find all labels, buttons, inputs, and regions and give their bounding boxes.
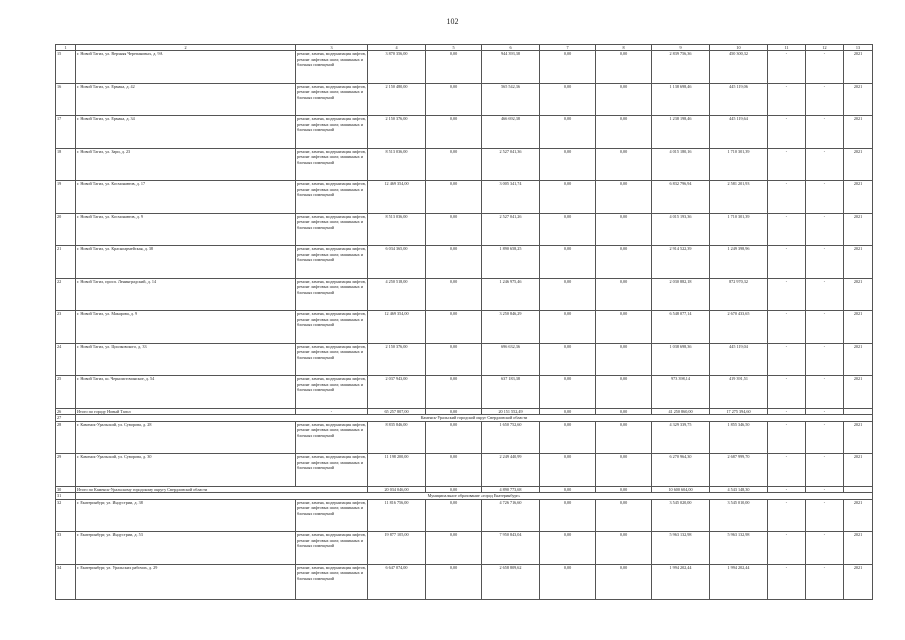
value-cell-c6: 20 151 552,49 xyxy=(482,408,540,415)
value-cell-c12: - xyxy=(806,499,844,532)
value-cell-c5: 0,00 xyxy=(426,486,482,493)
value-cell-c10: 1 855 346,50 xyxy=(710,421,768,454)
value-cell-c4: 8 513 036,00 xyxy=(368,148,426,181)
value-cell-c4: 8 513 036,00 xyxy=(368,213,426,246)
work-description-cell: ремонт, замена, модернизация лифтов, ремонт лифтовых шахт, машинных и блочных помещений xyxy=(296,51,368,84)
value-cell-c9: 1 038 698,36 xyxy=(652,343,710,376)
value-cell-c13: 2021 xyxy=(844,532,873,565)
value-cell-c13: 2021 xyxy=(844,311,873,344)
value-cell-c4: 2 150 480,00 xyxy=(368,83,426,116)
register-table xyxy=(55,44,873,600)
row-number: 29 xyxy=(56,454,76,487)
value-cell-c5: 0,00 xyxy=(426,564,482,599)
row-number: 31 xyxy=(56,493,76,500)
value-cell-c5: 0,00 xyxy=(426,421,482,454)
value-cell-c9: 6 548 077,14 xyxy=(652,311,710,344)
column-number-2: 2 xyxy=(76,45,296,51)
value-cell-c7: 0,00 xyxy=(540,51,596,84)
value-cell-c11: - xyxy=(768,213,806,246)
table-row xyxy=(56,421,873,454)
value-cell-c13: 2021 xyxy=(844,83,873,116)
value-cell-c8: 0,00 xyxy=(596,51,652,84)
value-cell-c8: 0,00 xyxy=(596,181,652,214)
address-cell: г. Новой Тагил, просп. Ленинградский, д. 14 xyxy=(76,278,296,311)
row-number: 17 xyxy=(56,116,76,149)
value-cell-c10: 1 249 398,96 xyxy=(710,246,768,279)
value-cell-c5: 0,00 xyxy=(426,376,482,409)
row-number: 18 xyxy=(56,148,76,181)
value-cell-c13: 2021 xyxy=(844,148,873,181)
table-row xyxy=(56,51,873,84)
value-cell-c10: 445 119,06 xyxy=(710,83,768,116)
value-cell-c6: 565 542,36 xyxy=(482,83,540,116)
value-cell-c6: 2 527 041,36 xyxy=(482,148,540,181)
value-cell-c12: - xyxy=(806,116,844,149)
value-cell-c5: 0,00 xyxy=(426,116,482,149)
work-description-cell: ремонт, замена, модернизация лифтов, ремонт лифтовых шахт, машинных и блочных помещений xyxy=(296,148,368,181)
value-cell-c12: - xyxy=(806,181,844,214)
value-cell-c8: 0,00 xyxy=(596,278,652,311)
work-description-cell: ремонт, замена, модернизация лифтов, ремонт лифтовых шахт, машинных и блочных помещений xyxy=(296,246,368,279)
value-cell-c7: 0,00 xyxy=(540,376,596,409)
value-cell-c11: - xyxy=(768,116,806,149)
row-number: 33 xyxy=(56,532,76,565)
value-cell-c11: - xyxy=(768,564,806,599)
value-cell-c5: 0,00 xyxy=(426,246,482,279)
value-cell-c6: 1 246 975,46 xyxy=(482,278,540,311)
work-description-cell: ремонт, замена, модернизация лифтов, ремонт лифтовых шахт, машинных и блочных помещений xyxy=(296,532,368,565)
column-number-6: 6 xyxy=(482,45,540,51)
value-cell-c10: 419 391,51 xyxy=(710,376,768,409)
value-cell-c8: 0,00 xyxy=(596,213,652,246)
value-cell-c5: 0,00 xyxy=(426,148,482,181)
row-number: 34 xyxy=(56,564,76,599)
address-cell: г. Новой Тагил, ул. Ермака, д. 34 xyxy=(76,116,296,149)
value-cell-c9: 2 839 756,36 xyxy=(652,51,710,84)
value-cell-c12: - xyxy=(806,343,844,376)
value-cell-c13: 2021 xyxy=(844,51,873,84)
row-number: 30 xyxy=(56,486,76,493)
value-cell-c7: 0,00 xyxy=(540,181,596,214)
column-number-4: 4 xyxy=(368,45,426,51)
value-cell-c11: - xyxy=(768,486,806,493)
value-cell-c8: 0,00 xyxy=(596,486,652,493)
value-cell-c11: - xyxy=(768,499,806,532)
value-cell-c7: 0,00 xyxy=(540,116,596,149)
work-description-cell: ремонт, замена, модернизация лифтов, ремонт лифтовых шахт, машинных и блочных помещений xyxy=(296,343,368,376)
row-number: 27 xyxy=(56,415,76,422)
value-cell-c8: 0,00 xyxy=(596,499,652,532)
section-title: Муниципальное образование «город Екатеринбург» xyxy=(76,493,873,500)
value-cell-c5: 0,00 xyxy=(426,83,482,116)
value-cell-c11: - xyxy=(768,408,806,415)
value-cell-c4: 2 037 943,00 xyxy=(368,376,426,409)
value-cell-c11: - xyxy=(768,311,806,344)
table-row xyxy=(56,454,873,487)
value-cell-c10: 1 710 301,39 xyxy=(710,213,768,246)
column-number-1: 1 xyxy=(56,45,76,51)
table-body xyxy=(56,51,873,600)
value-cell-c8: 0,00 xyxy=(596,408,652,415)
value-cell-c8: 0,00 xyxy=(596,421,652,454)
value-cell-c11: - xyxy=(768,181,806,214)
value-cell-c6: 1 650 752,60 xyxy=(482,421,540,454)
column-number-3: 3 xyxy=(296,45,368,51)
address-cell: г. Новой Тагил, ул. Циолковского, д. 33 xyxy=(76,343,296,376)
value-cell-c13: 2021 xyxy=(844,421,873,454)
page-number: 102 xyxy=(446,17,459,26)
value-cell-c9: 4 015 193,36 xyxy=(652,213,710,246)
value-cell-c13: 2021 xyxy=(844,116,873,149)
address-cell: г. Новой Тагил, ул. Зари, д. 23 xyxy=(76,148,296,181)
value-cell-c9: 2 914 522,39 xyxy=(652,246,710,279)
value-cell-c9: 4 329 339,75 xyxy=(652,421,710,454)
column-number-10: 10 xyxy=(710,45,768,51)
table-row xyxy=(56,83,873,116)
value-cell-c10: 4 543 148,30 xyxy=(710,486,768,493)
value-cell-c12: - xyxy=(806,421,844,454)
value-cell-c8: 0,00 xyxy=(596,311,652,344)
address-cell: г. Новой Тагил, ул. Верхняя Черепановых, д. 9А xyxy=(76,51,296,84)
value-cell-c8: 0,00 xyxy=(596,83,652,116)
row-number: 15 xyxy=(56,51,76,84)
value-cell-c4: 12 469 354,00 xyxy=(368,311,426,344)
value-cell-c4: 20 034 046,00 xyxy=(368,486,426,493)
value-cell-c10: 450 300,32 xyxy=(710,51,768,84)
value-cell-c9: 5 963 132,98 xyxy=(652,532,710,565)
table-row xyxy=(56,181,873,214)
value-cell-c5: 0,00 xyxy=(426,454,482,487)
total-label: Итого по городу Новый Тагил xyxy=(76,408,296,415)
value-cell-c12: - xyxy=(806,213,844,246)
value-cell-c10: 2 687 999,70 xyxy=(710,454,768,487)
value-cell-c5: 0,00 xyxy=(426,499,482,532)
value-cell-c7: 0,00 xyxy=(540,311,596,344)
value-cell-c11: - xyxy=(768,83,806,116)
value-cell-c12: - xyxy=(806,148,844,181)
value-cell-c10: 17 275 394,60 xyxy=(710,408,768,415)
value-cell-c9: 6 270 964,30 xyxy=(652,454,710,487)
value-cell-c13: 2021 xyxy=(844,278,873,311)
table-row xyxy=(56,343,873,376)
value-cell-c4: 6 647 074,00 xyxy=(368,564,426,599)
row-number: 21 xyxy=(56,246,76,279)
work-description-cell: ремонт, замена, модернизация лифтов, ремонт лифтовых шахт, машинных и блочных помещений xyxy=(296,213,368,246)
value-cell-c6: 2 249 440,99 xyxy=(482,454,540,487)
value-cell-c10: 445 119,64 xyxy=(710,116,768,149)
table-row xyxy=(56,116,873,149)
value-cell-c7: 0,00 xyxy=(540,148,596,181)
work-description-cell: ремонт, замена, модернизация лифтов, ремонт лифтовых шахт, машинных и блочных помещений xyxy=(296,421,368,454)
row-number: 16 xyxy=(56,83,76,116)
value-cell-c7: 0,00 xyxy=(540,343,596,376)
value-cell-c10: 445 119,04 xyxy=(710,343,768,376)
value-cell-c7: 0,00 xyxy=(540,408,596,415)
row-number: 32 xyxy=(56,499,76,532)
value-cell-c12: - xyxy=(806,311,844,344)
value-cell-c12: - xyxy=(806,278,844,311)
value-cell-c6: 2 658 809,62 xyxy=(482,564,540,599)
row-number: 28 xyxy=(56,421,76,454)
value-cell-c6: 7 950 843,04 xyxy=(482,532,540,565)
value-cell-c8: 0,00 xyxy=(596,564,652,599)
table-row xyxy=(56,246,873,279)
value-cell-c12: - xyxy=(806,486,844,493)
address-cell: г. Новой Тагил, ул. Космонавтов, д. 9 xyxy=(76,213,296,246)
value-cell-c7: 0,00 xyxy=(540,564,596,599)
value-cell-c8: 0,00 xyxy=(596,246,652,279)
table-row xyxy=(56,376,873,409)
value-cell-c4: 4 250 518,00 xyxy=(368,278,426,311)
work-description-cell: ремонт, замена, модернизация лифтов, ремонт лифтовых шахт, машинных и блочных помещений xyxy=(296,83,368,116)
table-row xyxy=(56,499,873,532)
column-number-9: 9 xyxy=(652,45,710,51)
work-description-cell: ремонт, замена, модернизация лифтов, ремонт лифтовых шахт, машинных и блочных помещений xyxy=(296,454,368,487)
address-cell: г. Новой Тагил, ул. Ермака, д. 42 xyxy=(76,83,296,116)
value-cell-c6: 4 890 773,68 xyxy=(482,486,540,493)
value-cell-c7: 0,00 xyxy=(540,83,596,116)
column-number-12: 12 xyxy=(806,45,844,51)
value-cell-c11: - xyxy=(768,532,806,565)
value-cell-c10: 2 670 433,65 xyxy=(710,311,768,344)
value-cell-c5: 0,00 xyxy=(426,343,482,376)
address-cell: г. Новой Тагил, ул. Космонавтов, д. 17 xyxy=(76,181,296,214)
section-title: Каменск-Уральский городской округ Свердловской области xyxy=(76,415,873,422)
value-cell-c10: 872 970,32 xyxy=(710,278,768,311)
value-cell-c11: - xyxy=(768,148,806,181)
address-cell: г. Каменск-Уральский, ул. Суворова, д. 30 xyxy=(76,454,296,487)
value-cell-c7: 0,00 xyxy=(540,278,596,311)
value-cell-c13: 2021 xyxy=(844,376,873,409)
work-description-cell: ремонт, замена, модернизация лифтов, ремонт лифтовых шахт, машинных и блочных помещений xyxy=(296,564,368,599)
value-cell-c3: - xyxy=(296,408,368,415)
value-cell-c7: 0,00 xyxy=(540,454,596,487)
address-cell: г. Екатеринбург, ул. Уральских рабочих, д. 29 xyxy=(76,564,296,599)
value-cell-c7: 0,00 xyxy=(540,486,596,493)
value-cell-c9: 1 138 698,46 xyxy=(652,83,710,116)
value-cell-c5: 0,00 xyxy=(426,51,482,84)
value-cell-c8: 0,00 xyxy=(596,532,652,565)
value-cell-c4: 8 835 846,00 xyxy=(368,421,426,454)
row-number: 20 xyxy=(56,213,76,246)
value-cell-c7: 0,00 xyxy=(540,246,596,279)
value-cell-c12: - xyxy=(806,532,844,565)
work-description-cell: ремонт, замена, модернизация лифтов, ремонт лифтовых шахт, машинных и блочных помещений xyxy=(296,376,368,409)
value-cell-c6: 696 632,36 xyxy=(482,343,540,376)
column-number-7: 7 xyxy=(540,45,596,51)
value-cell-c4: 11 198 200,00 xyxy=(368,454,426,487)
value-cell-c11: - xyxy=(768,51,806,84)
value-cell-c8: 0,00 xyxy=(596,376,652,409)
value-cell-c12: - xyxy=(806,246,844,279)
value-cell-c6: 4 726 716,60 xyxy=(482,499,540,532)
value-cell-c5: 0,00 xyxy=(426,532,482,565)
value-cell-c10: 5 963 132,98 xyxy=(710,532,768,565)
value-cell-c12: - xyxy=(806,83,844,116)
value-cell-c13: 2021 xyxy=(844,499,873,532)
value-cell-c10: 2 581 201,93 xyxy=(710,181,768,214)
column-number-13: 13 xyxy=(844,45,873,51)
value-cell-c4: 3 870 356,00 xyxy=(368,51,426,84)
value-cell-c9: 4 015 180,16 xyxy=(652,148,710,181)
value-cell-c6: 944 393,38 xyxy=(482,51,540,84)
value-cell-c8: 0,00 xyxy=(596,116,652,149)
value-cell-c12: - xyxy=(806,454,844,487)
value-cell-c10: 3 545 010,00 xyxy=(710,499,768,532)
table-row xyxy=(56,148,873,181)
value-cell-c12: - xyxy=(806,51,844,84)
value-cell-c10: 1 710 301,39 xyxy=(710,148,768,181)
work-description-cell: ремонт, замена, модернизация лифтов, ремонт лифтовых шахт, машинных и блочных помещений xyxy=(296,116,368,149)
column-number-8: 8 xyxy=(596,45,652,51)
value-cell-c12: - xyxy=(806,564,844,599)
value-cell-c11: - xyxy=(768,343,806,376)
value-cell-c9: 6 832 796,94 xyxy=(652,181,710,214)
row-number: 22 xyxy=(56,278,76,311)
value-cell-c4: 19 877 105,00 xyxy=(368,532,426,565)
value-cell-c12: - xyxy=(806,376,844,409)
value-cell-c11: - xyxy=(768,421,806,454)
value-cell-c6: 637 183,38 xyxy=(482,376,540,409)
value-cell-c11: - xyxy=(768,376,806,409)
value-cell-c4: 2 150 376,00 xyxy=(368,116,426,149)
value-cell-c13: 2021 xyxy=(844,454,873,487)
value-cell-c5: 0,00 xyxy=(426,181,482,214)
value-cell-c7: 0,00 xyxy=(540,213,596,246)
value-cell-c8: 0,00 xyxy=(596,148,652,181)
address-cell: г. Каменск-Уральский, ул. Суворова, д. 28 xyxy=(76,421,296,454)
value-cell-c9: 1 994 202,44 xyxy=(652,564,710,599)
value-cell-c4: 12 469 354,00 xyxy=(368,181,426,214)
value-cell-c9: 3 545 020,00 xyxy=(652,499,710,532)
table-row xyxy=(56,213,873,246)
column-number-11: 11 xyxy=(768,45,806,51)
row-number: 23 xyxy=(56,311,76,344)
value-cell-c10: 1 994 202,44 xyxy=(710,564,768,599)
value-cell-c9: 1 238 198,46 xyxy=(652,116,710,149)
table-row xyxy=(56,311,873,344)
table-row xyxy=(56,532,873,565)
value-cell-c6: 3 250 846,29 xyxy=(482,311,540,344)
row-number: 19 xyxy=(56,181,76,214)
value-cell-c7: 0,00 xyxy=(540,421,596,454)
row-number: 24 xyxy=(56,343,76,376)
work-description-cell: ремонт, замена, модернизация лифтов, ремонт лифтовых шахт, машинных и блочных помещений xyxy=(296,181,368,214)
value-cell-c5: 0,00 xyxy=(426,311,482,344)
address-cell: г. Екатеринбург, ул. Индустрии, д. 38 xyxy=(76,499,296,532)
value-cell-c8: 0,00 xyxy=(596,343,652,376)
value-cell-c9: 10 600 604,00 xyxy=(652,486,710,493)
value-cell-c8: 0,00 xyxy=(596,454,652,487)
value-cell-c9: 41 250 860,00 xyxy=(652,408,710,415)
value-cell-c7: 0,00 xyxy=(540,499,596,532)
value-cell-c11: - xyxy=(768,278,806,311)
value-cell-c6: 2 527 041,26 xyxy=(482,213,540,246)
row-number: 25 xyxy=(56,376,76,409)
value-cell-c9: 973 398,14 xyxy=(652,376,710,409)
row-number: 26 xyxy=(56,408,76,415)
value-cell-c6: 3 005 341,74 xyxy=(482,181,540,214)
value-cell-c6: 466 692,38 xyxy=(482,116,540,149)
value-cell-c13: 2021 xyxy=(844,343,873,376)
value-cell-c6: 1 890 658,25 xyxy=(482,246,540,279)
address-cell: г. Новой Тагил, ул. Макарова, д. 9 xyxy=(76,311,296,344)
work-description-cell: ремонт, замена, модернизация лифтов, ремонт лифтовых шахт, машинных и блочных помещений xyxy=(296,311,368,344)
value-cell-c4: 65 257 807,00 xyxy=(368,408,426,415)
value-cell-c5: 0,00 xyxy=(426,213,482,246)
value-cell-c11: - xyxy=(768,454,806,487)
total-label: Итого по Каменск-Уральскому городскому округу Свердловской области xyxy=(76,486,368,493)
value-cell-c13: 2021 xyxy=(844,181,873,214)
column-number-5: 5 xyxy=(426,45,482,51)
value-cell-c4: 6 034 365,00 xyxy=(368,246,426,279)
address-cell: г. Новой Тагил, ул. Красноармейская, д. 38 xyxy=(76,246,296,279)
address-cell: г. Екатеринбург, ул. Индустрии, д. 53 xyxy=(76,532,296,565)
value-cell-c4: 2 150 376,00 xyxy=(368,343,426,376)
table-row xyxy=(56,564,873,599)
value-cell-c11: - xyxy=(768,246,806,279)
work-description-cell: ремонт, замена, модернизация лифтов, ремонт лифтовых шахт, машинных и блочных помещений xyxy=(296,278,368,311)
value-cell-c13: 2021 xyxy=(844,213,873,246)
value-cell-c5: 0,00 xyxy=(426,278,482,311)
address-cell: г. Новой Тагил, ш. Черноисточинское, д. 54 xyxy=(76,376,296,409)
value-cell-c5: 0,00 xyxy=(426,408,482,415)
value-cell-c9: 2 030 882,18 xyxy=(652,278,710,311)
value-cell-c4: 11 816 756,00 xyxy=(368,499,426,532)
value-cell-c7: 0,00 xyxy=(540,532,596,565)
table-row xyxy=(56,278,873,311)
value-cell-c12: - xyxy=(806,408,844,415)
work-description-cell: ремонт, замена, модернизация лифтов, ремонт лифтовых шахт, машинных и блочных помещений xyxy=(296,499,368,532)
value-cell-c13: 2021 xyxy=(844,564,873,599)
value-cell-c13: 2021 xyxy=(844,246,873,279)
